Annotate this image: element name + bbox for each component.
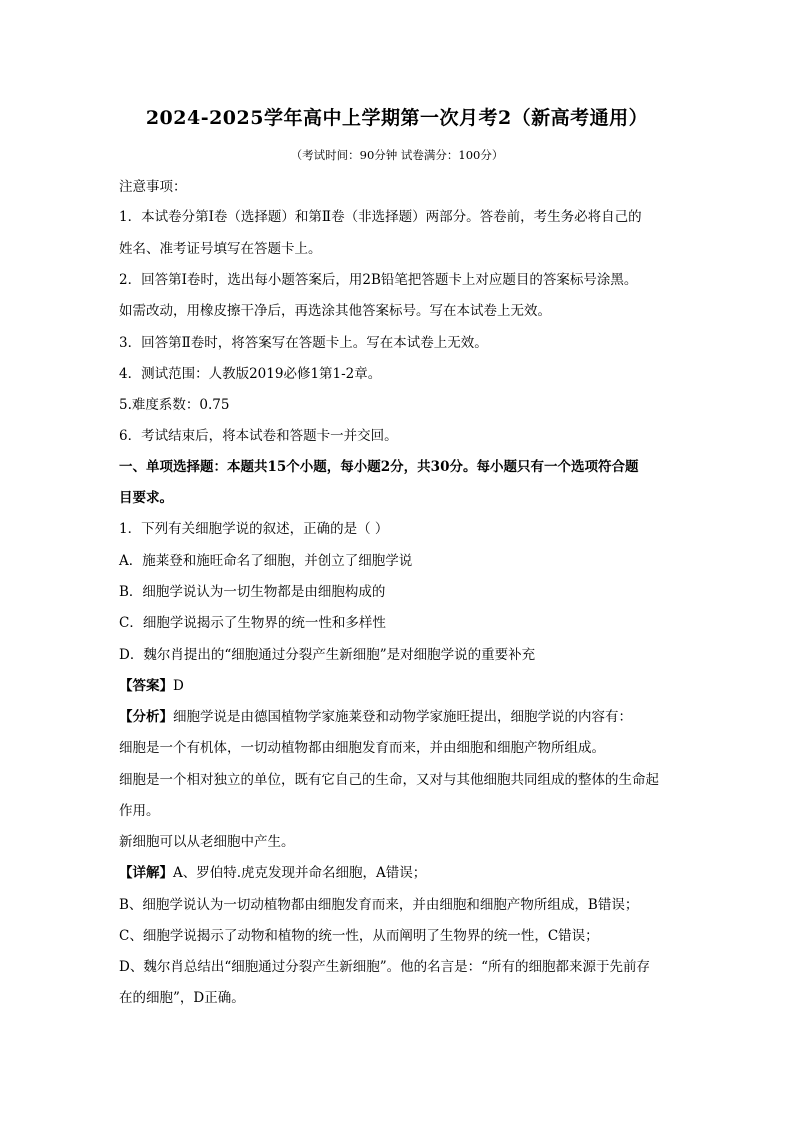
analysis-line: 作用。 — [119, 803, 160, 819]
answer-tag: 【答案】 — [119, 678, 173, 694]
note-line: 1．本试卷分第Ⅰ卷（选择题）和第Ⅱ卷（非选择题）两部分。答卷前，考生务必将自己的 — [119, 209, 642, 225]
note-line: 2．回答第Ⅰ卷时，选出每小题答案后，用2B铅笔把答题卡上对应题目的答案标号涂黑。 — [119, 272, 638, 288]
answer-line — [119, 677, 679, 695]
option-a: A．施莱登和施旺命名了细胞，并创立了细胞学说 — [119, 553, 413, 569]
option-d: D．魏尔肖提出的“细胞通过分裂产生新细胞”是对细胞学说的重要补充 — [119, 647, 536, 663]
detail-line: B、细胞学说认为一切动植物都由细胞发育而来，并由细胞和细胞产物所组成，B错误； — [119, 897, 639, 913]
detail-line: 在的细胞”，D正确。 — [119, 990, 245, 1006]
detail-line — [119, 864, 679, 882]
notes-heading: 注意事项： — [119, 179, 187, 195]
option-c: C．细胞学说揭示了生物界的统一性和多样性 — [119, 615, 386, 631]
answer-value: D — [173, 678, 184, 694]
analysis-line: 细胞是一个有机体，一切动植物都由细胞发育而来，并由细胞和细胞产物所组成。 — [119, 740, 605, 756]
note-line: 5.难度系数：0.75 — [119, 397, 230, 413]
note-line: 3．回答第Ⅱ卷时，将答案写在答题卡上。写在本试卷上无效。 — [119, 335, 488, 351]
analysis-line: 细胞是一个相对独立的单位，既有它自己的生命，又对与其他细胞共同组成的整体的生命起 — [119, 772, 659, 788]
detail-tag: 【详解】 — [119, 865, 173, 881]
analysis-tag: 【分析】 — [119, 709, 173, 725]
analysis-line: 新细胞可以从老细胞中产生。 — [119, 834, 295, 850]
question-stem: 1．下列有关细胞学说的叙述，正确的是（ ） — [119, 521, 389, 537]
analysis-line — [119, 708, 679, 726]
note-line: 6．考试结束后，将本试卷和答题卡一并交回。 — [119, 428, 398, 444]
option-b: B．细胞学说认为一切生物都是由细胞构成的 — [119, 584, 386, 600]
note-line: 姓名、准考证号填写在答题卡上。 — [119, 241, 322, 257]
detail-line: C、细胞学说揭示了动物和植物的统一性，从而阐明了生物界的统一性，C错误； — [119, 928, 599, 944]
detail-text: A、罗伯特.虎克发现并命名细胞，A错误； — [173, 865, 427, 881]
analysis-text: 细胞学说是由德国植物学家施莱登和动物学家施旺提出，细胞学说的内容有： — [173, 709, 632, 725]
detail-line: D、魏尔肖总结出“细胞通过分裂产生新细胞”。他的名言是：“所有的细胞都来源于先前存 — [119, 959, 651, 975]
section-heading-cont: 目要求。 — [119, 490, 173, 506]
note-line: 如需改动，用橡皮擦干净后，再选涂其他答案标号。写在本试卷上无效。 — [119, 303, 551, 319]
section-heading: 一、单项选择题：本题共15个小题，每小题2分，共30分。每小题只有一个选项符合题 — [119, 459, 639, 475]
exam-title: 2024-2025学年高中上学期第一次月考2（新高考通用） — [145, 107, 649, 129]
note-line: 4．测试范围：人教版2019必修1第1-2章。 — [119, 366, 382, 382]
exam-subtitle: （考试时间：90分钟 试卷满分：100分） — [290, 148, 504, 162]
